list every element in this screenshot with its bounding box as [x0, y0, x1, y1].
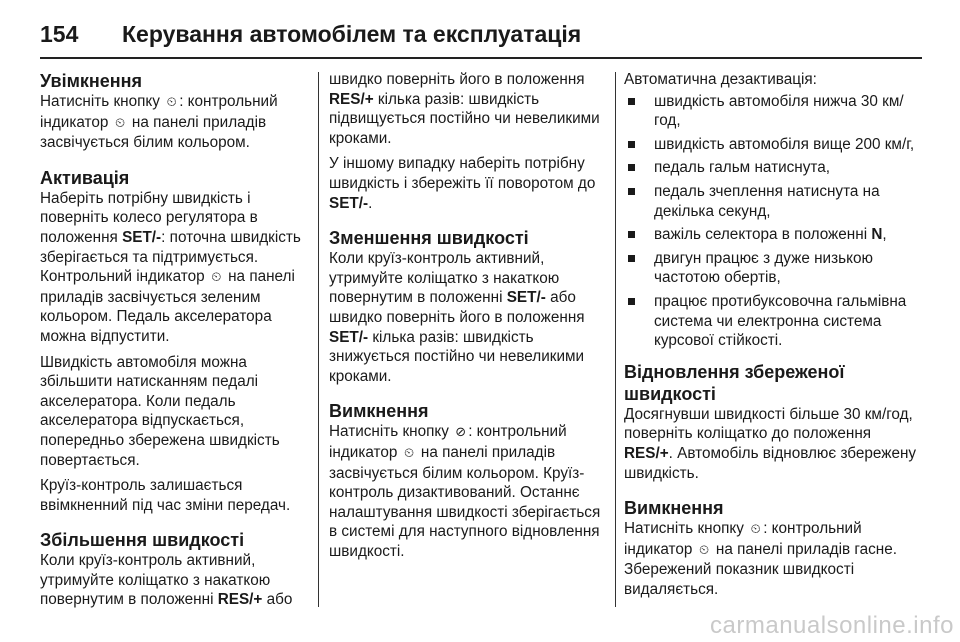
text: . Автомобіль відновлює збережену швидкість.	[624, 444, 917, 482]
section-title-on: Увімкнення	[40, 71, 143, 91]
section-title-resume: Відновлення збереженої швидкості	[624, 361, 845, 404]
list-intro: Автоматична дезактивація:	[624, 71, 817, 88]
deactivation-list	[624, 92, 924, 351]
cruise-control-icon: ⏲	[166, 95, 177, 110]
bold-term: SET/-	[122, 228, 162, 246]
text: швидко поверніть його в положення	[329, 71, 585, 88]
text: : поточна швидкість зберігається та підтримується. Контрольний індикатор	[40, 228, 301, 286]
text: : контрольний індикатор	[624, 520, 862, 558]
text: Коли круїз-контроль активний, утримуйте коліщатко з накаткою повернутим в положенні	[329, 250, 560, 307]
text: на панелі приладів засвічується зеленим кольором. Педаль акселератора можна відпустити.	[40, 268, 295, 345]
watermark: carmanualsonline.info	[710, 612, 954, 639]
cruise-control-off-icon: ⊘	[455, 425, 467, 441]
bold-term: N	[871, 226, 883, 244]
cruise-control-icon: ⏲	[750, 522, 761, 538]
text: .	[368, 194, 373, 212]
bold-term: RES/+	[217, 591, 263, 609]
cruise-control-icon: ⏲	[115, 115, 126, 131]
section-text	[329, 154, 609, 213]
cruise-control-icon: ⏲	[699, 542, 710, 558]
section-text	[40, 92, 312, 153]
text: Коли круїз-контроль активний, утримуйте коліщатко з накаткою повернутим в положенні	[40, 552, 271, 609]
text: У іншому випадку наберіть потрібну швидкість і збережіть її поворотом до	[329, 155, 596, 192]
text: на панелі приладів засвічується білим кольором. Круїз-контроль дизактивований. Останнє налаштування швидкості зберігається в системі для наступного відновлення швидкості.	[329, 443, 601, 560]
bold-term: RES/+	[329, 90, 374, 108]
text: Наберіть потрібну швидкість і поверніть колесо регулятора в положення	[40, 189, 258, 246]
text: на панелі приладів гасне. Збережений показник швидкості видаляється.	[624, 540, 897, 598]
section-title-off: Вимкнення	[329, 401, 429, 422]
text: Досягнувши швидкості більше 30 км/год, поверніть коліщатко до положення	[624, 405, 913, 443]
text: : контрольний індикатор	[40, 93, 278, 131]
cruise-control-icon: ⏲	[404, 445, 415, 461]
text: важіль селектора в положенні	[654, 226, 872, 244]
list-item	[624, 225, 924, 245]
section-title-decrease: Зменшення швидкості	[329, 228, 529, 249]
section-title-off: Вимкнення	[624, 498, 724, 519]
text: кілька разів: швидкість підвищується постійно чи невеликими кроками.	[329, 90, 600, 147]
list-item: двигун працює з дуже низькою частотою обертів,	[624, 249, 924, 288]
column-divider	[615, 72, 616, 607]
column-3	[624, 70, 924, 599]
section-title-activation: Активація	[40, 167, 130, 188]
bold-term: SET/-	[329, 194, 369, 212]
text: або	[262, 591, 293, 609]
column-divider	[318, 72, 319, 607]
text: кілька разів: швидкість знижується постійно чи невеликими кроками.	[329, 328, 585, 385]
header-rule	[40, 57, 922, 59]
section-text	[40, 189, 312, 347]
section-text	[329, 249, 609, 386]
column-2	[329, 70, 609, 561]
chapter-title: Керування автомобілем та експлуатація	[122, 20, 582, 47]
section-text: Швидкість автомобіля можна збільшити натисканням педалі акселератора. Коли педаль акселератора відпускається, попередньо збережена швидкість повертається.	[40, 353, 280, 469]
text: на панелі приладів засвічується білим кольором.	[40, 113, 267, 152]
text: Натисніть кнопку	[329, 423, 454, 441]
section-text	[624, 519, 924, 599]
section-text	[329, 422, 609, 561]
text: Натисніть кнопку	[624, 520, 749, 538]
list-item: швидкість автомобіля нижча 30 км/год,	[624, 92, 924, 131]
section-title-increase: Збільшення швидкості	[40, 530, 245, 551]
page-header	[40, 14, 581, 54]
section-text	[624, 405, 924, 483]
text: Натисніть кнопку	[40, 93, 165, 110]
section-text	[329, 70, 609, 148]
bold-term: RES/+	[624, 444, 669, 462]
bold-term: SET/-	[506, 289, 546, 307]
section-text: Круїз-контроль залишається ввімкненний під час зміни передач.	[40, 477, 291, 514]
text: ,	[882, 226, 887, 244]
column-1	[40, 70, 312, 610]
list-item: педаль гальм натиснута,	[624, 158, 924, 178]
list-item: працює протибуксовочна гальмівна система чи електронна система курсової стійкості.	[624, 292, 924, 351]
cruise-control-icon: ⏲	[211, 270, 222, 286]
page-number: 154	[40, 20, 79, 47]
section-text	[40, 551, 312, 610]
text: або швидко поверніть його в положення	[329, 289, 585, 326]
bold-term: SET/-	[329, 328, 369, 346]
text: : контрольний індикатор	[329, 423, 567, 461]
list-item: швидкість автомобіля вище 200 км/г,	[624, 135, 924, 155]
list-item: педаль зчеплення натиснута на декілька секунд,	[624, 182, 924, 221]
